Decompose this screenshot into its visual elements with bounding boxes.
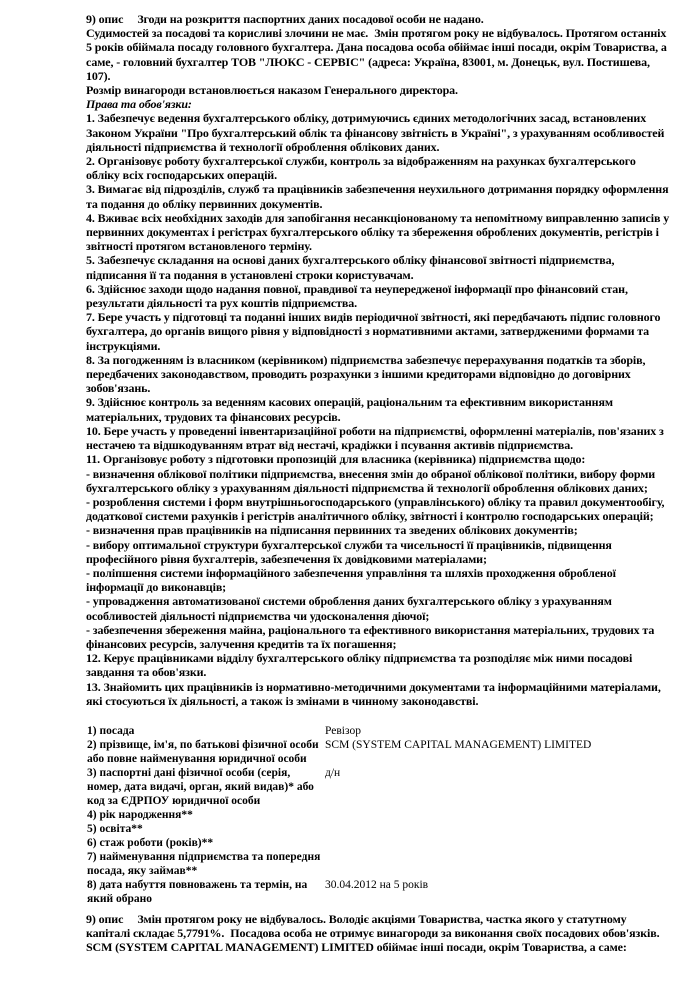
- duty-item: 1. Забезпечує ведення бухгалтерського обліку, дотримуючись єдиних методологічних засад, встановлених Законом України "Про бухгалтерський облік та фінансову звітність в Україні", з урахуванням особливостей діяльності підприємства й технології оброблення облікових даних.: [86, 111, 665, 154]
- row-label: 5) освіта**: [87, 823, 143, 835]
- description-paragraph: [86, 912, 672, 940]
- duty-item: 6. Здійснює заходи щодо надання повної, правдивої та неупередженої інформації про фінансовий стан, результати діяльності та рух коштів підприємства.: [86, 281, 628, 311]
- duty-item: - упровадження автоматизованої системи оброблення даних бухгалтерського обліку з урахуванням особливостей діяльності підприємства чи удосконалення діючої;: [86, 594, 612, 623]
- row-value: Ревізор: [325, 725, 361, 737]
- table-row: [87, 822, 647, 836]
- row-label: 7) найменування підприємства та попередня посада, яку займав**: [87, 851, 321, 877]
- row-value: [325, 850, 647, 878]
- duty-item: - визначення облікової політики підприємства, внесення змін до обраної облікової політики, вибору форми бухгалтерського обліку з урахуванням діяльності підприємства й технології оброблення облікових даних;: [86, 466, 656, 495]
- table-row: [87, 850, 647, 878]
- consent-text: Згоди на розкриття паспортних даних посадової особи не надано.: [137, 12, 484, 26]
- row-label: 6) стаж роботи (років)**: [87, 837, 214, 849]
- other-positions-text: SCM (SYSTEM CAPITAL MANAGEMENT) LIMITED обіймає інші посади, окрім Товариства, а саме:: [86, 940, 627, 955]
- row-value: [325, 836, 647, 850]
- remuneration-text: Розмір винагороди встановлюється наказом Генерального директора.: [86, 83, 458, 98]
- duty-item: 12. Керує працівниками відділу бухгалтерського обліку підприємства та розподіляє між ними посадові завдання та обов'язки.: [86, 651, 633, 680]
- duty-item: 3. Вимагає від підрозділів, служб та працівників забезпечення неухильного дотримання порядку оформлення та подання до обліку первинних документів.: [86, 182, 669, 211]
- section-number: 9) опис: [86, 912, 124, 926]
- table-row: [87, 836, 647, 850]
- changes-text: Змін протягом року не відбувалось. Володіє акціями Товариства, частка якого у статутному капіталі складає 5,7791%.: [86, 912, 627, 941]
- row-label: 2) прізвище, ім'я, по батькові фізичної особи або повне найменування юридичної особи: [87, 739, 319, 765]
- duty-item: 11. Організовує роботу з підготовки пропозицій для власника (керівника) підприємства щодо:: [86, 452, 586, 467]
- duty-item: 9. Здійснює контроль за веденням касових операцій, раціональним та ефективним використанням матеріальних, трудових та фінансових ресурсів.: [86, 395, 613, 424]
- duty-item: 7. Бере участь у підготовці та поданні інших видів періодичної звітності, які передбачають підпис головного бухгалтера, до органів вищого рівня у відповідності з нормативними актами, затвердженими формами та інструкціями.: [86, 310, 661, 353]
- row-value: 30.04.2012 на 5 років: [325, 879, 429, 891]
- duty-item: - розроблення системи і форм внутрішньогосподарського (управлінського) обліку та правил документообігу, додаткової системи рахунків і регістрів аналітичного обліку, звітності і контролю господарських операцій;: [86, 494, 665, 524]
- row-value: [325, 808, 647, 822]
- table-row: [87, 724, 647, 738]
- convictions-paragraph: [86, 26, 672, 83]
- duty-item: 13. Знайомить цих працівників із нормативно-методичними документами та інформаційними матеріалами, які стосуються їх діяльності, а також із змінами в чинному законодавстві.: [86, 679, 661, 708]
- table-row: [87, 766, 647, 808]
- row-label: 3) паспортні дані фізичної особи (серія, номер, дата видачі, орган, який видав)* або код за ЄДРПОУ юридичної особи: [87, 767, 314, 807]
- section-number: 9) опис: [86, 12, 124, 26]
- row-label: 4) рік народження**: [87, 809, 193, 821]
- duty-item: 5. Забезпечує складання на основі даних бухгалтерського обліку фінансової звітності підприємства, підписання її та подання в установлені строки користувачам.: [86, 253, 615, 282]
- duty-item: 8. За погодженням із власником (керівником) підприємства забезпечує перерахування податків та зборів, передбачених законодавством, проводить розрахунки з іншими кредиторами відповідно до договірних зобов'язань.: [86, 352, 646, 396]
- duty-item: 4. Вживає всіх необхідних заходів для запобігання несанкціонованому та непомітному виправленню записів у первинних документах і регістрах бухгалтерського обліку та збереження оброблених документів, регістрів і звітності протягом встановленого терміну.: [86, 210, 670, 254]
- table-row: [87, 878, 647, 906]
- duty-item: - визначення прав працівників на підписання первинних та зведених облікових документів;: [86, 523, 578, 538]
- duty-item: - поліпшення системи інформаційного забезпечення управління та шляхів проходження обробленої інформації до виконавців;: [86, 565, 616, 595]
- rights-title: Права та обов'язки:: [86, 97, 192, 112]
- duty-item: 2. Організовує роботу бухгалтерської служби, контроль за відображенням на рахунках бухгалтерського обліку всіх господарських операцій.: [86, 154, 636, 183]
- duties-list: [86, 111, 672, 708]
- officer-description-section: [86, 12, 672, 708]
- row-value: SCM (SYSTEM CAPITAL MANAGEMENT) LIMITED: [325, 739, 592, 751]
- row-label: 8) дата набуття повноважень та термін, на який обрано: [87, 879, 308, 905]
- duty-item: - вибору оптимальної структури бухгалтерської служби та чисельності її працівників, підвищення професійного рівня бухгалтерів, забезпечення їх довідковими матеріалами;: [86, 537, 612, 566]
- remuneration-text: Посадова особа не отримує винагороди за виконання своїх посадових обов'язків.: [230, 926, 660, 941]
- duty-item: - забезпечення збереження майна, раціонального та ефективного використання матеріальних, трудових та фінансових ресурсів, залучення кредитів та їх погашення;: [86, 622, 655, 651]
- auditor-description-section: [86, 912, 672, 955]
- position-history-text: Змін протягом року не відбувалось. Протягом останніх 5 років обіймала посаду головного бухгалтера. Дана посадова особа обіймає інші посади, окрім Товариства, а саме, - головний бухгалтер ТОВ "ЛЮКС - СЕРВІС" (адреса: Україна, 83001, м. Донецьк, вул. Постишева, 107).: [86, 26, 667, 83]
- row-label: 1) посада: [87, 725, 135, 737]
- description-line: [86, 12, 672, 26]
- officer-info-table: [87, 724, 647, 906]
- table-row: [87, 738, 647, 766]
- table-row: [87, 808, 647, 822]
- convictions-text: Судимостей за посадові та корисливі злочини не має.: [86, 26, 369, 41]
- duty-item: 10. Бере участь у проведенні інвентаризаційної роботи на підприємстві, оформленні матеріалів, пов'язаних з нестачею та відшкодуванням втрат від нестачі, крадіжки і псування активів підприємства.: [86, 423, 664, 453]
- row-value: д/н: [325, 767, 341, 779]
- row-value: [325, 822, 647, 836]
